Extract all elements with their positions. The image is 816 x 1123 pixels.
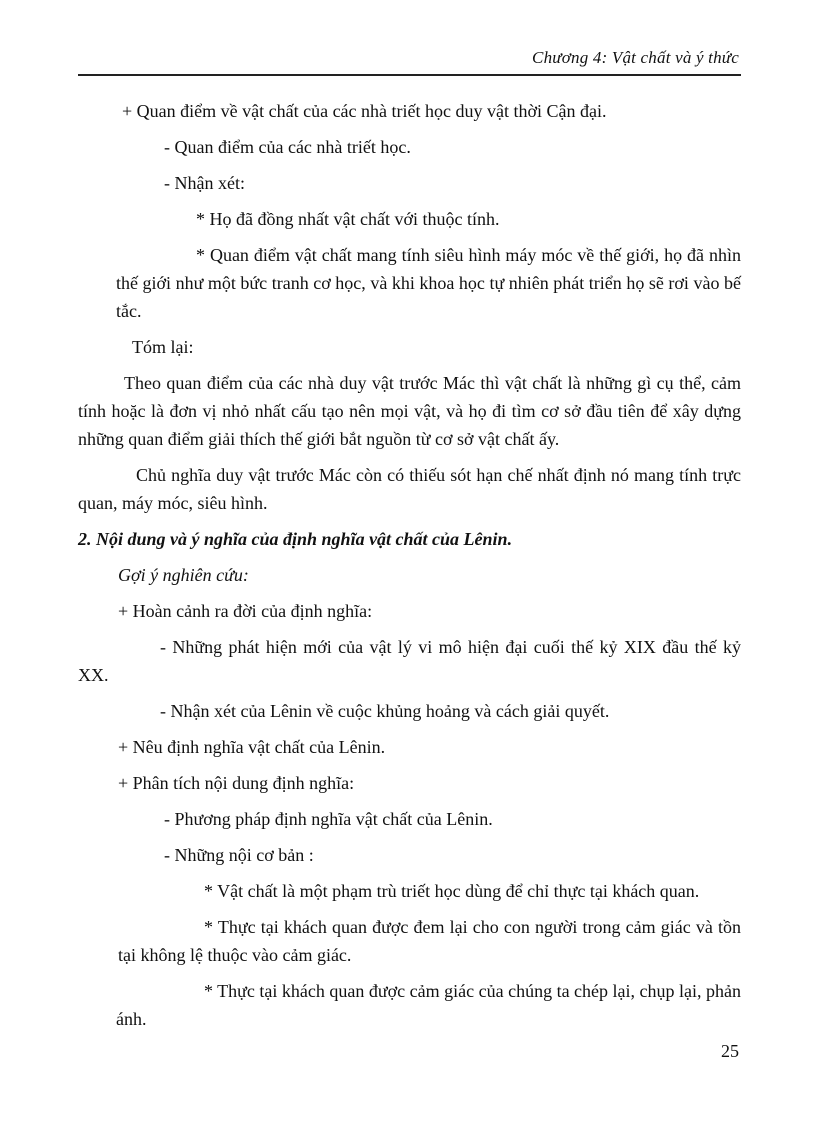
item-lenin-remarks: - Nhận xét của Lênin về cuộc khủng hoảng và cách giải quyết.: [160, 701, 610, 721]
study-hint-label: Gợi ý nghiên cứu:: [118, 565, 249, 585]
remark-metaphysical-view: * Quan điểm vật chất mang tính siêu hình máy móc về thế giới, họ đã nhìn thế giới như một bức tranh cơ học, và khi khoa học tự nhiên phát triển họ sẽ rơi vào bế tắc.: [116, 245, 741, 321]
item-new-discoveries: - Những phát hiện mới của vật lý vi mô hiện đại cuối thế kỷ XIX đầu thế kỷ XX.: [78, 637, 741, 685]
bullet-state-definition: + Nêu định nghĩa vật chất của Lênin.: [118, 737, 386, 757]
page-header: [78, 44, 741, 76]
page-body: [78, 97, 741, 1041]
item-philosophers-view: - Quan điểm của các nhà triết học.: [164, 137, 411, 157]
summary-paragraph: Theo quan điểm của các nhà duy vật trước Mác thì vật chất là những gì cụ thể, cảm tính hoặc là đơn vị nhỏ nhất cấu tạo nên mọi vật, và họ đi tìm cơ sở đầu tiên để xây dựng những quan điểm giải thích thế giới bắt nguồn từ cơ sở vật chất ấy.: [78, 373, 741, 449]
section-heading: 2. Nội dung và ý nghĩa của định nghĩa vật chất của Lênin.: [78, 529, 513, 549]
content-copied-reflected: * Thực tại khách quan được cảm giác của chúng ta chép lại, chụp lại, phản ánh.: [116, 981, 741, 1029]
chapter-title: Chương 4: Vật chất và ý thức: [532, 48, 739, 67]
limitation-paragraph: Chủ nghĩa duy vật trước Mác còn có thiếu sót hạn chế nhất định nó mang tính trực quan, máy móc, siêu hình.: [78, 465, 741, 513]
remark-identify-matter: * Họ đã đồng nhất vật chất với thuộc tính.: [196, 209, 500, 229]
item-basic-contents: - Những nội cơ bản :: [164, 845, 314, 865]
bullet-analyze-definition: + Phân tích nội dung định nghĩa:: [118, 773, 355, 793]
bullet-historical-context: + Hoàn cảnh ra đời của định nghĩa:: [118, 601, 373, 621]
summary-label: Tóm lại:: [132, 337, 194, 357]
content-objective-reality: * Vật chất là một phạm trù triết học dùng để chỉ thực tại khách quan.: [204, 881, 700, 901]
item-definition-method: - Phương pháp định nghĩa vật chất của Lênin.: [164, 809, 493, 829]
content-given-to-senses: * Thực tại khách quan được đem lại cho con người trong cảm giác và tồn tại không lệ thuộc vào cảm giác.: [118, 917, 741, 965]
page-number: 25: [721, 1041, 739, 1061]
item-remarks: - Nhận xét:: [164, 173, 245, 193]
bullet-modern-materialists: + Quan điểm về vật chất của các nhà triết học duy vật thời Cận đại.: [122, 101, 607, 121]
